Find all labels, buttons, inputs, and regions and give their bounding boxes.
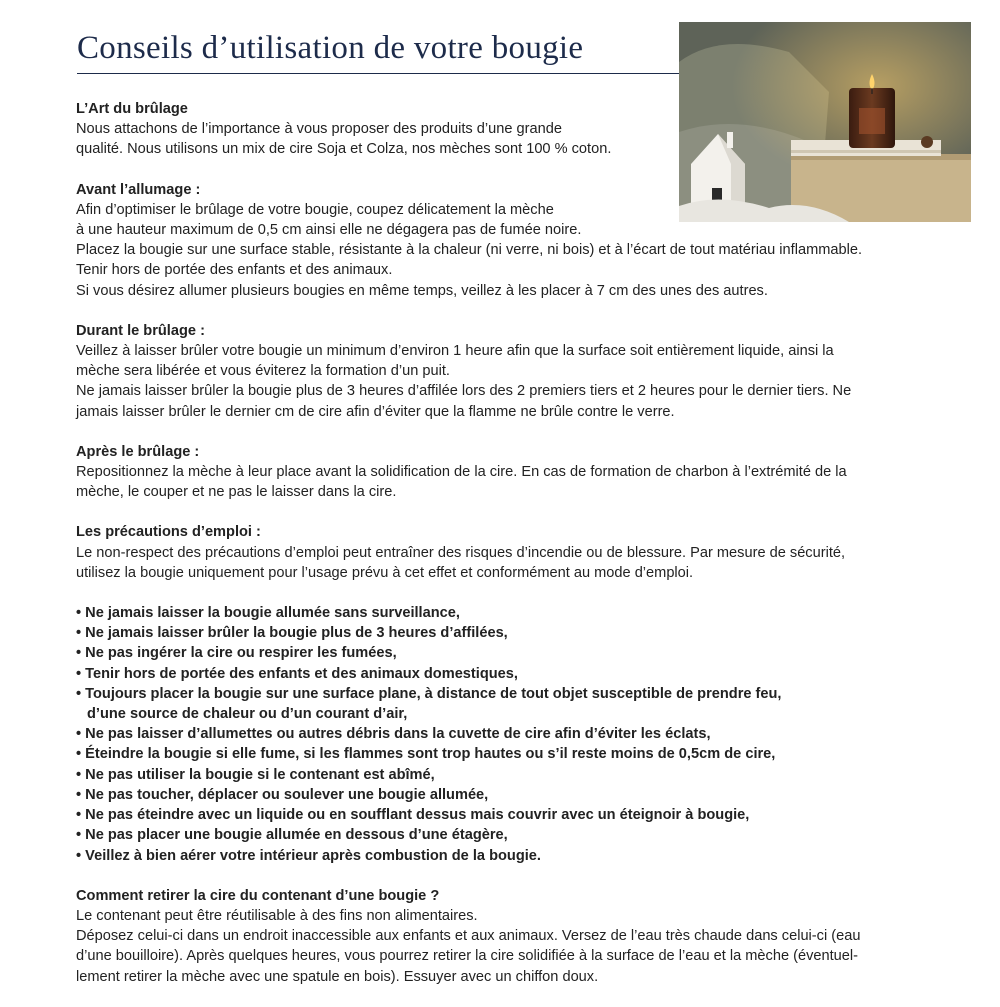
bullet-continuation: d’une source de chaleur ou d’un courant d’air, <box>87 706 408 723</box>
text-line: Placez la bougie sur une surface stable, résistante à la chaleur (ni verre, ni bois) et à l’écart de tout matériau inflammable. <box>76 242 863 259</box>
text-line: Ne jamais laisser brûler la bougie plus de 3 heures d’affilée lors des 2 premiers tiers et 2 heures pour le dernier tiers. Ne <box>76 383 852 400</box>
section-heading: Avant l’allumage : <box>76 181 201 198</box>
text-line: utilisez la bougie uniquement pour l’usage prévu à cet effet et conformément au mode d’emploi. <box>76 564 694 581</box>
section-body <box>76 341 956 422</box>
text-line: d’une bouilloire). Après quelques heures, vous pourrez retirer la cire solidifiée à la surface de l’eau et la mèche (éventuel- <box>76 948 859 965</box>
bullet-item: • Ne pas ingérer la cire ou respirer les fumées, <box>76 645 397 662</box>
text-line: Le non-respect des précautions d’emploi peut entraîner des risques d’incendie ou de blessure. Par mesure de sécurité, <box>76 544 846 561</box>
content <box>76 99 956 1007</box>
text-line: Déposez celui-ci dans un endroit inaccessible aux enfants et aux animaux. Versez de l’eau très chaude dans celui-ci (eau <box>76 928 861 945</box>
text-line: Afin d’optimiser le brûlage de votre bougie, coupez délicatement la mèche <box>76 201 554 218</box>
section-body <box>76 200 956 301</box>
text-line: Repositionnez la mèche à leur place avant la solidification de la cire. En cas de formation de charbon à l’extrémité de la <box>76 464 847 481</box>
text-line: Le contenant peut être réutilisable à des fins non alimentaires. <box>76 907 478 924</box>
section-retirer <box>76 886 956 987</box>
text-line: lement retirer la mèche avec une spatule en bois). Essuyer avec un chiffon doux. <box>76 968 599 985</box>
text-line: Nous attachons de l’importance à vous proposer des produits d’une grande <box>76 121 562 138</box>
text-line: mèche, le couper et ne pas le laisser dans la cire. <box>76 484 397 501</box>
bullet-item: • Ne pas placer une bougie allumée en dessous d’une étagère, <box>76 827 508 844</box>
section-body <box>76 906 956 987</box>
bullet-item: • Ne pas éteindre avec un liquide ou en soufflant dessus mais couvrir avec un éteignoir à bougie, <box>76 807 750 824</box>
section-durant <box>76 321 956 422</box>
bullet-item: • Ne pas utiliser la bougie si le contenant est abîmé, <box>76 766 435 783</box>
section-heading: Les précautions d’emploi : <box>76 524 261 541</box>
text-line: mèche sera libérée et vous éviterez la formation d’un puit. <box>76 363 450 380</box>
text-line: Si vous désirez allumer plusieurs bougies en même temps, veillez à les placer à 7 cm des unes des autres. <box>76 282 768 299</box>
safety-bullet-list <box>76 603 956 866</box>
text-line: Veillez à laisser brûler votre bougie un minimum d’environ 1 heure afin que la surface soit entièrement liquide, ainsi la <box>76 343 834 360</box>
bullet-item: • Veillez à bien aérer votre intérieur après combustion de la bougie. <box>76 847 541 864</box>
section-heading: Durant le brûlage : <box>76 322 205 339</box>
bullet-item: • Ne pas laisser d’allumettes ou autres débris dans la cuvette de cire afin d’éviter les éclats, <box>76 726 711 743</box>
section-avant <box>76 180 956 301</box>
bullet-item: • Ne jamais laisser la bougie allumée sans surveillance, <box>76 605 460 622</box>
bullet-item: • Ne jamais laisser brûler la bougie plus de 3 heures d’affilées, <box>76 625 508 642</box>
bullet-item: • Tenir hors de portée des enfants et des animaux domestiques, <box>76 665 518 682</box>
page-title: Conseils d’utilisation de votre bougie <box>77 30 584 66</box>
text-line: à une hauteur maximum de 0,5 cm ainsi elle ne dégagera pas de fumée noire. <box>76 222 582 239</box>
text-line: qualité. Nous utilisons un mix de cire Soja et Colza, nos mèches sont 100 % coton. <box>76 141 612 158</box>
section-body <box>76 119 636 159</box>
bullet-item <box>76 684 956 724</box>
section-heading: Comment retirer la cire du contenant d’une bougie ? <box>76 887 440 904</box>
bullet-item: • Ne pas toucher, déplacer ou soulever une bougie allumée, <box>76 786 489 803</box>
section-body <box>76 543 956 583</box>
section-body <box>76 462 956 502</box>
section-apres <box>76 442 956 503</box>
section-art <box>76 99 956 160</box>
bullet-item: • Éteindre la bougie si elle fume, si les flammes sont trop hautes ou s’il reste moins de 0,5cm de cire, <box>76 746 776 763</box>
text-line: jamais laisser brûler le dernier cm de cire afin d’éviter que la flamme ne brûle contre le verre. <box>76 403 675 420</box>
section-precautions <box>76 522 956 583</box>
section-heading: L’Art du brûlage <box>76 101 188 117</box>
text-line: Tenir hors de portée des enfants et des animaux. <box>76 262 393 279</box>
bullet-line: • Toujours placer la bougie sur une surface plane, à distance de tout objet susceptible de prendre feu, <box>76 685 782 702</box>
section-heading: Après le brûlage : <box>76 443 200 460</box>
